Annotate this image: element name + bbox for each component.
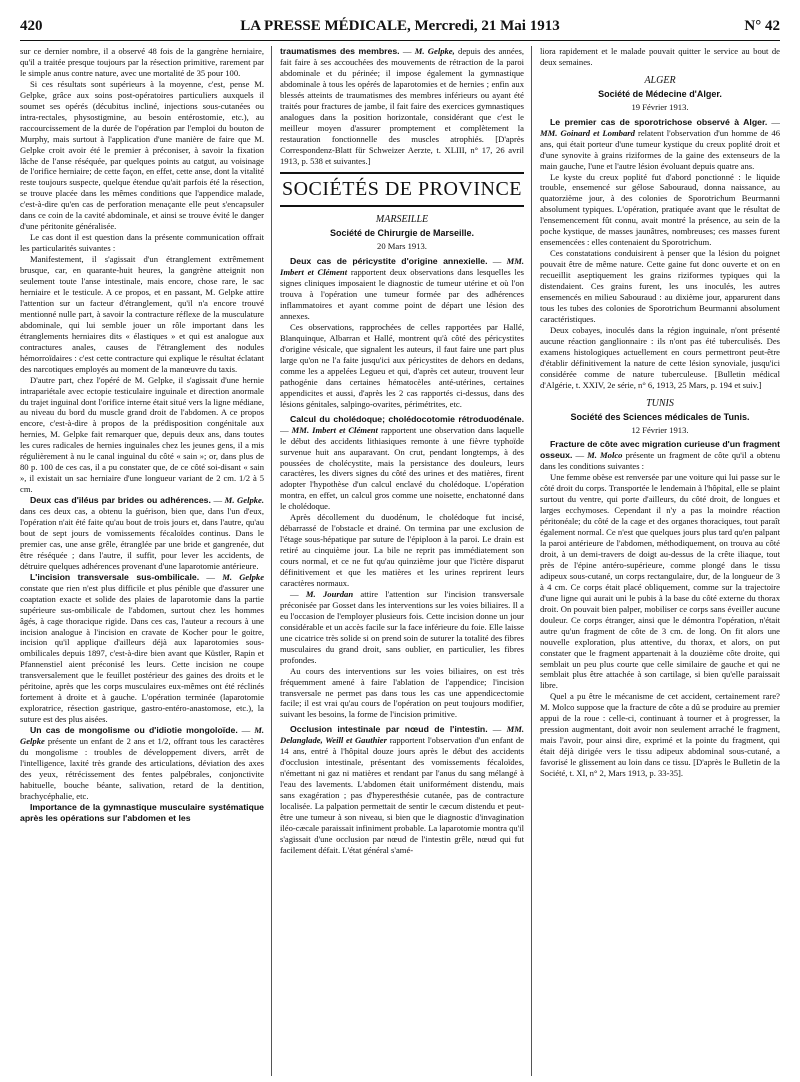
author: MM. Imbert et Clément [291,424,378,435]
paragraph: Au cours des interventions sur les voies biliaires, on est très fréquemment amené à faire l'ablation de l'appendice; l'incision transversale ne permet pas dans tous les cas une appendicectomie facile; il est vrai qu'au cours de l'opération on peut toujours modifier, suivant les besoins, la forme de l'incision primitive. [280,665,524,720]
article: L'incision transversale sus-ombilicale. — M. Gelpke constate que rien n'est plus difficile et plus pénible que d'assurer une coaptation exacte et solide des plaies de laparotomie dans la partie supérieure sus-ombilicale de l'abdomen, surtout chez les hommes âgés, à cage thoracique rigide. Dans ces cas, l'auteur a recours à une incision analogue à l'incision en cravate de Kocher pour le goitre, incision qu'il applique d'ailleurs déjà aux laparotomies sous-ombilicales depuis 1897, c'est-à-dire bien avant que Küstler, Rapin et Pfannenstiel aient préconisé les leurs. Cette incision ne coupe transversalement que le feuillet postérieur des gaines des droits et le péritoine, après que les corps musculaires eux-mêmes ont été réclinés fortement à droite et à gauche. L'opération terminée (laparotomie exploratrice, résection gastrique, gastro-entéro-anastomose, etc.), la suture est des plus aisées. [20,571,264,725]
article: Calcul du cholédoque; cholédocotomie rétroduodénale. — MM. Imbert et Clément rapportent une observation dans laquelle le début des accidents lithiasiques remonte à une fièvre typhoïde survenue huit ans auparavant. On crut, pendant longtemps, à des poussées de cholécystite, mais la persistance des douleurs, leurs caractères, les divers signes du côté des urines et des matières, firent adopter l'hypothèse d'un calcul enclavé du cholédoque. L'opération montra, en effet, un calcul gros comme une noisette, enchatonné dans le cholédoque. [280,413,524,512]
paragraph: Deux cobayes, inoculés dans la région inguinale, n'ont présenté aucune réaction ganglionnaire : ils n'ont pas été tuberculisés. Des examens histologiques actuellement en cours permettront peut-être d'établir définitivement la nature de cette lésion synoviale, jusqu'ici considérée comme de nature tuberculeuse. [Bulletin médical d'Algérie, t. XXIV, 2e série, n° 6, 1913, 25 Mars, p. 194 et suiv.] [540,324,780,390]
paragraph: Une femme obèse est renversée par une voiture qui lui passe sur le côté droit du corps. Transportée le lendemain à l'hôpital, elle se plaint surtout du ventre, qui porte d'ailleurs, du côté droit, de longues et larges ecchymoses. Cependant il n'y a pas la moindre réaction péritonéale; du côté de la cage et des organes thoraciques, tout paraît également normal. Ce n'est que quelques jours plus tard qu'en palpant la paroi antérieure de l'abdomen, méthodiquement, on trouva au côté droit, à un demi-travers de doigt au-dessus de la crête iliaque, tout près de l'épine antéro-supérieure, comme plongé dans le tissu adipeux sous-cutané, un corps rectangulaire, dur, de la longueur de 3 à 4 cm. Ce corps était placé obliquement, comme sur la trajectoire d'une ligne qui aurait uni le pubis à la base du côté externe du thorax droit. On pouvait bien palper, mobiliser ce corps sans éveiller aucune douleur. Ce corps étranger, ainsi que le démontra l'opération, n'était autre qu'un fragment de côte de 3 cm. de long. On fit alors une nouvelle exploration, plus attentive, du thorax, et alors, on put constater que le fragment appartenait à la douzième côte droite, qui semblait un peu plus courte que celle similaire de gauche et qui ne semblait plus être attachée à son cartilage, si bien qu'elle paraissait libre. [540,472,780,691]
article-heading: Occlusion intestinale par nœud de l'intestin. [290,724,488,735]
column-divider-1 [271,46,272,1076]
article-heading: Fracture de côte avec migration curieuse d'un fragment osseux. [540,439,780,461]
article-text: constate que rien n'est plus difficile et plus pénible que d'assurer une coaptation exacte et solide des plaies de laparotomie dans la partie supérieure sus-ombilicale de l'abdomen, surtout chez les hommes âgés, à cage thoracique rigide. Dans ces cas, l'auteur a recours à une incision analogue à l'incision en cravate de Kocher pour le goitre, incision qu'il applique d'ailleurs déjà aux laparotomies sous-ombilicales depuis 1897, c'est-à-dire bien avant que Küstler, Rapin et Pfannenstiel aient préconisé les leurs. Cette incision ne coupe transversalement que le feuillet postérieur des gaines des droits et le péritoine, après que les corps musculaires eux-mêmes ont été réclinés fortement à droite et à gauche. L'opération terminée (laparotomie exploratrice, résection gastrique, gastro-entéro-anastomose, etc.), la suture est des plus aisées. [20,582,264,725]
article-text: rapportent une observation dans laquelle le début des accidents lithiasiques remonte à une fièvre typhoïde survenue huit ans auparavant. On crut, pendant longtemps, à des poussées de cholécystite, mais la persistance des douleurs, leurs caractères, les divers signes du côté des urines et des matières, firent adopter l'hypothèse d'un calcul enclavé du cholédoque. L'opération montra, en effet, un calcul gros comme une noisette, enchatonné dans le cholédoque. [280,424,524,512]
paragraph: D'autre part, chez l'opéré de M. Gelpke, il s'agissait d'une hernie intrapariétale avec ectopie testiculaire inguinale et direction anormale du trajet inguinal dont l'orifice interne était situé vers la ligne médiane, au niveau du bord du muscle grand droit de l'abdomen. A ce propos encore, c'est-à-dire à propos de la prédisposition congénitale aux hernies, M. Gelpke fait remarquer que, depuis deux ans, dans toutes les cures radicales de hernies inguinales chez les jeunes gens, il a mis régulièrement à nu le canal inguinal du côté « sain »; or, dans plus de 80 p. 100 de ces cas, il a pu constater que, de ce côté soi-disant « sain », il existait un sac herniaire d'une longueur variant de 2 cm. 1/2 à 5 cm. [20,374,264,495]
article-text: présente un enfant de 2 ans et 1/2, offrant tous les caractères du mongolisme : troubles de développement divers, arrêt de l'intelligence, laxité très grande des articulations, déviation des axes des yeux, rétrécissement des fentes palpébrales, conjonctivite habituelle, bouche béante, salivation, retard de la dentition, brachycéphalie, etc. [20,736,264,801]
article: Le premier cas de sporotrichose observé à Alger. — MM. Goinard et Lombard relatent l'observation d'un homme de 46 ans, qui était porteur d'une tumeur kystique du creux poplité droit et d'une synovite à grains riziformes de la gaine des extenseurs de la main gauche, l'une et l'autre lésion évoluant depuis quatre ans. [540,116,780,171]
author: M. Gelpke [20,725,264,747]
paragraph: — M. Jourdan attire l'attention sur l'incision transversale préconisée par Gosset dans les interventions sur les voies biliaires. Il a eu l'occasion de l'employer plusieurs fois. Cette incision donne un jour considérable et un accès facile sur la face inférieure du foie. Elle laisse une cicatrice très solide si on prend soin de suturer la totalité des fibres musculaires du grand droit, sans oublier, en particulier, les fibres profondes. [280,588,524,665]
paragraph: Ces observations, rapprochées de celles rapportées par Hallé, Blanquinque, Albarran et Hallé, montrent qu'à côté des péricystites d'origine vésicale, que signalent les auteurs, il faut faire une part plus large qu'on ne l'a faite jusqu'ici aux péricystites de dehors en dedans, comme les a appelées Legueu et qui, d'après cet auteur, trouvent leur pathogénie dans certaines hématocèles anté-utérines, certaines appendicites et aussi, d'après les 2 cas rapportés ci-dessus, dans des lésions génitales, salpingo-ovarites, périmétrites, etc. [280,322,524,409]
article-heading: Deux cas d'iléus par brides ou adhérences. [30,495,211,506]
column-left [20,46,264,1076]
society-name: Société des Sciences médicales de Tunis. [570,411,750,422]
article: Occlusion intestinale par nœud de l'intestin. — MM. Delanglade, Weill et Gauthier rapportent l'observation d'un enfant de 14 ans, entré à l'hôpital douze jours après le début des accidents d'occlusion intestinale, présentant des vomissements fécaloïdes, n'émettant ni gaz ni matières et rendant par l'anus du sang mélangé à l'eau des lavements. L'abdomen était uniformément distendu, mais sans exagération ; pas d'hyperesthésie cutanée, pas de contracture localisée. La palpation permettait de sentir le cæcum distendu et peut-être une tumeur à son niveau, si bien que le diagnostic d'invagination iléo-cæcale paraissait infiniment probable. La laparotomie montra qu'il s'agissait d'une occlusion par nœud de l'intestin grêle, nœud qui fut facilement défait. L'état général s'amé- [280,724,524,855]
paragraph: liora rapidement et le malade pouvait quitter le service au bout de deux semaines. [540,46,780,67]
paragraph: sur ce dernier nombre, il a observé 48 fois de la gangrène herniaire, qu'il a traitée presque toujours par la résection primitive, rarement par le simple anus contre nature, avec une mortalité de 35 pour 100. [20,46,264,78]
meeting-date: 20 Mars 1913. [377,241,427,252]
city-heading: TUNIS [646,397,674,409]
header-rule [20,40,780,41]
paragraph: Quel a pu être le mécanisme de cet accident, certainement rare? M. Molco suppose que la fracture de côte a dû se produire au premier appui de la roue : celle-ci, continuant à tourner et à progresser, la pression augmentant, doit avoir non seulement arraché le fragment, mais l'avoir, pour ainsi dire, exprimé et la pointe du fragment, qui était déjà dirigée vers le tissu adipeux abdominal sous-cutané, a favorisé le glissement au loin dans ce tissu. [D'après le Bulletin de la Société, t. XI, n° 2, Mars 1913, p. 33-35]. [540,691,780,779]
column-middle [280,46,524,1076]
paragraph: Si ces résultats sont supérieurs à la moyenne, c'est, pense M. Gelpke, grâce aux soins post-opératoires particuliers auxquels il soumet ses opérés (décubitus incliné, injections sous-cutanées ou intra-rectales, physostigmine, au besoin entérostomie, etc.), au raccourcissement de la durée de l'opération par l'emploi du bouton de Murphy, mais surtout à l'application d'une manière de faire que M. Gelpke croit avoir été le premier à préconiser, à savoir la fixation lâche de l'anse réséquée, par quelques points au catgut, au voisinage de l'orifice herniaire; de cette façon, en effet, cette anse, dont la vitalité reste toujours suspecte, quelque étendue qu'ait parfois été la résection, se trouve placée dans les mêmes conditions que l'appendice malade, c'est-à-dire qu'en cas de perforation menaçante elle peut s'encapsuler dans ce coin de la cavité abdominale, et ainsi se trouve évité le danger d'une péritonite généralisée. [20,78,264,232]
author: M. Gelpke, [414,46,455,56]
city-heading: ALGER [644,74,676,86]
article-text: rapportent l'observation d'un enfant de 14 ans, entré à l'hôpital douze jours après le début des accidents d'occlusion intestinale, présentant des vomissements fécaloïdes, n'émettant ni gaz ni matières et rendant par l'anus du sang mélangé à l'eau des lavements. L'abdomen était uniformément distendu, mais sans exagération ; pas d'hyperesthésie cutanée, pas de contracture localisée. La palpation permettait de sentir le cæcum distendu et peut-être une tumeur à son niveau, si bien que le diagnostic d'invagination iléo-cæcale paraissait infiniment probable. La laparotomie montra qu'il s'agissait d'une occlusion par nœud de l'intestin grêle, nœud qui fut facilement défait. L'état général s'amé- [280,735,524,855]
article-heading: traumatismes des membres. [280,46,400,56]
article-text: relatent l'observation d'un homme de 46 ans, qui était porteur d'une tumeur kystique du creux poplité droit et d'une synovite à grains riziformes de la gaine des extenseurs de la main gauche, l'une et l'autre lésion évoluant depuis quatre ans. [540,127,780,171]
column-divider-2 [531,46,532,1076]
paragraph: Le kyste du creux poplité fut d'abord ponctionné : le liquide trouble, ensemencé sur gélose Sabouraud, donna naissance, au quatorzième jour, à des colonies de Sporotrichum Beurmanni absolument typiques. L'opération, pratiquée avant que le résultat de l'ensemencement fût connu, avait montré la présence, au sein de la poche kystique, de masses jaunâtres, nombreuses; ces masses furent ensemencées : elles contenaient du Sporotrichum. [540,171,780,248]
meeting-date: 19 Février 1913. [631,101,689,112]
author: MM. Goinard et Lombard [540,127,635,138]
article: Un cas de mongolisme ou d'idiotie mongoloïde. — M. Gelpke présente un enfant de 2 ans et 1/2, offrant tous les caractères du mongolisme : troubles de développement divers, arrêt de l'intelligence, laxité très grande des articulations, déviation des axes des yeux, rétrécissement des fentes palpébrales, conjonctivite habituelle, bouche béante, salivation, retard de la dentition, brachycéphalie, etc. [20,725,264,801]
article-heading: Calcul du cholédoque; cholédocotomie rétroduodénale. [290,413,524,424]
author: M. Jourdan [305,588,354,599]
paragraph: Le cas dont il est question dans la présente communication offrait les particularités suivantes : [20,232,264,254]
journal-title: LA PRESSE MÉDICALE, Mercredi, 21 Mai 1913 [240,18,560,34]
article-heading: Importance de la gymnastique musculaire systématique après les opérations sur l'abdomen et les [20,801,264,823]
article-text: attire l'attention sur l'incision transversale préconisée par Gosset dans les interventions sur les voies biliaires. Il a eu l'occasion de l'employer plusieurs fois. Cette incision donne un jour considérable et un accès facile sur la face inférieure du foie. Elle laisse une cicatrice très solide si on prend soin de suturer la totalité des fibres musculaires du grand droit, sans oublier, en particulier, les fibres profondes. [280,588,524,665]
article [20,802,264,824]
article-heading: Un cas de mongolisme ou d'idiotie mongoloïde. [30,725,238,736]
meeting-date: 12 Février 1913. [631,424,689,435]
society-name: Société de Chirurgie de Marseille. [329,228,475,239]
column-right [540,46,780,1076]
running-header [20,18,780,38]
article: Deux cas d'iléus par brides ou adhérences. — M. Gelpke. dans ces deux cas, a obtenu la guérison, bien que, dans l'un d'eux, l'opération n'ait été faite qu'au bout de trois jours et, dans l'autre, qu'au bout de sept jours de vomissements fécaloïdes continus. Dans le premier cas, une anse grêle, étranglée par une bride et gangrenée, dut être réséquée ; dans l'autre, il suffit, pour lever les accidents, de détruire quelques adhérences provenant d'une laparotomie antérieure. [20,495,264,571]
article-text: dans ces deux cas, a obtenu la guérison, bien que, dans l'un d'eux, l'opération n'ait été faite qu'au bout de trois jours et, dans l'autre, qu'au bout de sept jours de vomissements fécaloïdes continus. Dans le premier cas, une anse grêle, étranglée par une bride et gangrenée, dut être réséquée ; dans l'autre, il suffit, pour lever les accidents, de détruire quelques adhérences provenant d'une laparotomie antérieure. [20,506,264,571]
article-text: rapportent deux observations dans lesquelles les signes cliniques imposaient le diagnostic de tumeur utérine et où l'on trouva à l'opération une tumeur formée par des adhérences inflammatoires et ayant comme point de départ une lésion des annexes. [280,267,524,322]
society-name: Société de Médecine d'Alger. [598,88,722,99]
article-heading: L'incision transversale sus-ombilicale. [30,571,200,582]
city-heading: MARSEILLE [375,214,429,226]
paragraph: Après décollement du duodénum, le cholédoque fut incisé, débarrassé de l'obstacle et drainé. On termina par une exclusion de l'étage sous-hépatique par suture de l'épiploon à la paroi. Le drain est retiré au cinquième jour. La bile ne reprit pas immédiatement son cours normal, et ce ne fut qu'au quinzième jour que l'ictère disparut définitivement et que les matières et les urines reprirent leurs caractères normaux. [280,512,524,588]
author: M. Gelpke [222,571,264,582]
article-heading: Le premier cas de sporotrichose observé à Alger. [550,116,768,127]
author: MM. Delanglade, Weill et Gauthier [280,724,524,746]
article-text: depuis des années, fait faire à ses accouchées des mouvements de rétraction de la paroi abdominale et du périnée; il impose également la gymnastique abdominale à tous les opérés de laparotomies et de hernies ; enfin aux blessés atteints de traumatismes des membres inférieurs ou ayant été traités pour fractures de jambe, il fait faire des exercices gymnastiques analogues dans la position horizontale, considérant que c'est le meilleur moyen d'assurer promptement et complètement la restauration fonctionnelle des muscles atrophiés. [D'après Correspondenz-Blatt für Schweizer Aerzte, t. XLIII, n° 17, 26 avril 1913, p. 538 et suivantes.] [280,46,524,166]
article: traumatismes des membres. — M. Gelpke, depuis des années, fait faire à ses accouchées des mouvements de rétraction de la paroi abdominale et du périnée; il impose également la gymnastique abdominale à tous les opérés de laparotomies et de hernies ; enfin aux blessés atteints de traumatismes des membres inférieurs ou ayant été traités pour fractures de jambe, il fait faire des exercices gymnastiques analogues dans la position horizontale, considérant que c'est le meilleur moyen d'assurer promptement et complètement la restauration fonctionnelle des muscles atrophiés. [D'après Correspondenz-Blatt für Schweizer Aerzte, t. XLIII, n° 17, 26 avril 1913, p. 538 et suivantes.] [280,46,524,166]
author: MM. Imbert et Clément [280,256,524,278]
article: Fracture de côte avec migration curieuse d'un fragment osseux. — M. Molco présente un fragment de côte qu'il a obtenu dans les conditions suivantes : [540,439,780,472]
author: M. Gelpke. [224,495,264,506]
article-heading: Deux cas de péricystite d'origine annexielle. [290,256,488,267]
issue-number: N° 42 [744,18,780,34]
section-title: SOCIÉTÉS DE PROVINCE [280,172,524,207]
author: M. Molco [587,450,623,461]
paragraph: Manifestement, il s'agissait d'un étranglement extrêmement brusque, car, en quarante-huit heures, la gangrène atteignit non seulement toute l'anse intestinale, mais encore, chose rare, le sac herniaire et le testicule. A ce propos, et en passant, M. Gelpke attire l'attention sur un facteur d'étranglement, qu'il n'a encore trouvé mentionné nulle part, à savoir la contracture réflexe de la musculature abdominale, qui lui semble jouer un rôle important dans les étranglements herniaires dits « élastiques » et qui est analogue aux contractures anales, causes de l'étranglement des nodules hémorroïdaires : c'est cette contracture qui explique le résultat éclatant des narcotiques employés au moment de la manœuvre du taxis. [20,254,264,374]
article-text: présente un fragment de côte qu'il a obtenu dans les conditions suivantes : [540,450,780,472]
article: Deux cas de péricystite d'origine annexielle. — MM. Imbert et Clément rapportent deux observations dans lesquelles les signes cliniques imposaient le diagnostic de tumeur utérine et où l'on trouva à l'opération une tumeur formée par des adhérences inflammatoires et ayant comme point de départ une lésion des annexes. [280,256,524,322]
page-number: 420 [20,18,43,34]
paragraph: Ces constatations conduisirent à penser que la lésion du poignet pouvait être de même nature. Cette gaine fut donc ouverte et on en recueillit aseptiquement les grains riziformes typiques qui la distendaient. Ces grains furent, les uns inoculés, les autres ensemencés en milieu Sabouraud : au dixième jour, apparurent dans tous les tubes des colonies de Sporotrichum Beurmanni absolument caractéristiques. [540,248,780,324]
